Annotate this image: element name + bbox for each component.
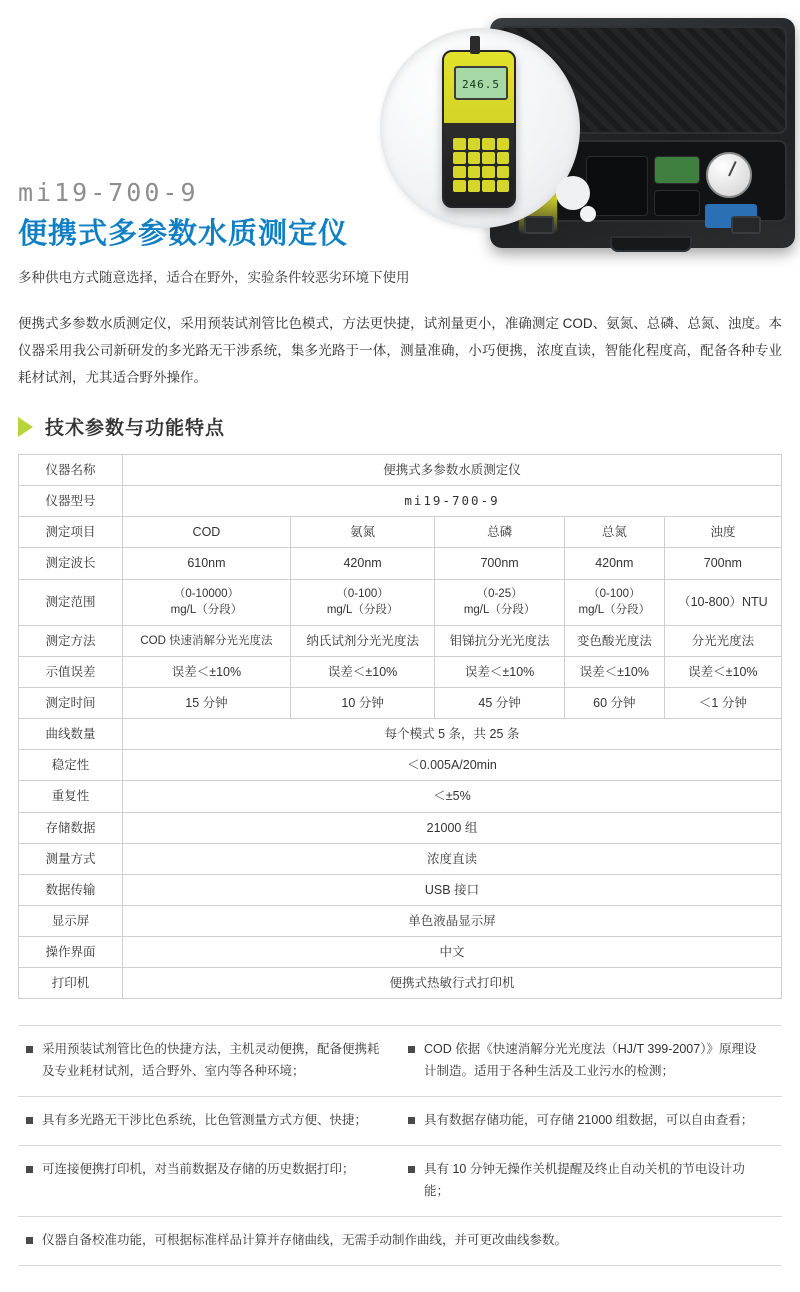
triangle-marker-icon xyxy=(18,417,33,437)
spec-row-value: 21000 组 xyxy=(123,812,782,843)
spec-cell: 总氮 xyxy=(564,517,664,548)
spec-cell: 误差＜±10% xyxy=(564,656,664,687)
bullet-square-icon xyxy=(408,1117,415,1124)
spec-cell: 误差＜±10% xyxy=(290,656,434,687)
foam-slot-b xyxy=(654,156,700,184)
feature-text: 具有多光路无干涉比色系统，比色管测量方式方便、快捷； xyxy=(42,1113,368,1128)
table-row xyxy=(19,812,782,843)
spec-cell: 700nm xyxy=(664,548,781,579)
table-row xyxy=(19,937,782,968)
spec-row-value: ＜±5% xyxy=(123,781,782,812)
table-row xyxy=(19,688,782,719)
spec-cell: 浊度 xyxy=(664,517,781,548)
feature-cell xyxy=(18,1146,400,1216)
spec-cell: 总磷 xyxy=(435,517,565,548)
table-row xyxy=(19,517,782,548)
spec-row-value: ＜0.005A/20min xyxy=(123,750,782,781)
handheld-device-image xyxy=(442,50,516,208)
feature-text: 仪器自备校准功能，可根据标准样品计算并存储曲线，无需手动制作曲线，并可更改曲线参数。 xyxy=(42,1232,568,1247)
spec-cell: 误差＜±10% xyxy=(664,656,781,687)
spec-row-label: 测定范围 xyxy=(19,579,123,625)
spec-row-label: 测定时间 xyxy=(19,688,123,719)
table-row xyxy=(19,905,782,936)
table-row xyxy=(19,843,782,874)
spec-cell: COD 快速消解分光光度法 xyxy=(123,625,291,656)
feature-text: 具有数据存储功能，可存储 21000 组数据，可以自由查看； xyxy=(424,1113,754,1128)
bullet-square-icon xyxy=(26,1237,33,1244)
spec-cell: 15 分钟 xyxy=(123,688,291,719)
spec-row-label: 数据传输 xyxy=(19,874,123,905)
spec-row-value: 每个模式 5 条，共 25 条 xyxy=(123,719,782,750)
feature-row xyxy=(18,1097,782,1146)
spec-row-label: 操作界面 xyxy=(19,937,123,968)
feature-text: COD 依据《快速消解分光光度法（HJ/T 399-2007）》原理设计制造。适用于各种生活及工业污水的检测； xyxy=(424,1042,757,1079)
case-latch-left xyxy=(524,216,554,234)
table-row xyxy=(19,625,782,656)
spec-row-label: 测定波长 xyxy=(19,548,123,579)
dial-gauge-icon xyxy=(706,152,752,198)
spec-cell: 10 分钟 xyxy=(290,688,434,719)
feature-cell xyxy=(400,1026,782,1096)
table-row xyxy=(19,579,782,625)
spec-row-value: 中文 xyxy=(123,937,782,968)
feature-text: 具有 10 分钟无操作关机提醒及终止自动关机的节电设计功能； xyxy=(424,1161,745,1198)
spec-row-label: 测定项目 xyxy=(19,517,123,548)
spec-cell: 60 分钟 xyxy=(564,688,664,719)
spec-row-value: 便携式热敏行式打印机 xyxy=(123,968,782,999)
spec-row-value: USB 接口 xyxy=(123,874,782,905)
foam-slot-c xyxy=(654,190,700,216)
spec-row-value: mi19-700-9 xyxy=(123,486,782,517)
spec-table xyxy=(18,454,782,999)
bullet-square-icon xyxy=(26,1166,33,1173)
spec-cell: ＜1 分钟 xyxy=(664,688,781,719)
table-row xyxy=(19,874,782,905)
bubble-tail-small xyxy=(580,206,596,222)
table-row xyxy=(19,968,782,999)
spec-cell: COD xyxy=(123,517,291,548)
features-list xyxy=(18,1025,782,1265)
bullet-square-icon xyxy=(26,1046,33,1053)
hero-banner xyxy=(0,0,800,300)
spec-cell: 45 分钟 xyxy=(435,688,565,719)
section-header xyxy=(18,413,782,440)
table-row xyxy=(19,656,782,687)
table-row xyxy=(19,486,782,517)
page-title: 便携式多参数水质测定仪 xyxy=(18,218,349,250)
table-row xyxy=(19,719,782,750)
spec-cell: 变色酸光度法 xyxy=(564,625,664,656)
spec-cell: （0-10000） mg/L（分段） xyxy=(123,579,291,625)
case-latch-right xyxy=(731,216,761,234)
device-screen: 246.5 xyxy=(454,66,508,100)
feature-cell xyxy=(18,1217,782,1265)
bullet-square-icon xyxy=(26,1117,33,1124)
spec-cell: 610nm xyxy=(123,548,291,579)
spec-row-label: 存储数据 xyxy=(19,812,123,843)
spec-cell: 420nm xyxy=(564,548,664,579)
spec-row-label: 打印机 xyxy=(19,968,123,999)
spec-cell: （0-100） mg/L（分段） xyxy=(290,579,434,625)
feature-row xyxy=(18,1026,782,1097)
feature-cell xyxy=(18,1026,400,1096)
spec-row-value: 便携式多参数水质测定仪 xyxy=(123,455,782,486)
spec-row-label: 测量方式 xyxy=(19,843,123,874)
case-handle xyxy=(610,236,692,252)
bullet-square-icon xyxy=(408,1046,415,1053)
spec-row-label: 仪器名称 xyxy=(19,455,123,486)
spec-row-value: 单色液晶显示屏 xyxy=(123,905,782,936)
spec-row-value: 浓度直读 xyxy=(123,843,782,874)
feature-cell xyxy=(18,1097,400,1145)
foam-slot-a xyxy=(586,156,648,216)
spec-cell: 氨氮 xyxy=(290,517,434,548)
feature-row xyxy=(18,1146,782,1217)
spec-cell: 误差＜±10% xyxy=(123,656,291,687)
spec-row-label: 重复性 xyxy=(19,781,123,812)
model-code: mi19-700-9 xyxy=(18,178,199,207)
bubble-tail-large xyxy=(556,176,590,210)
intro-paragraph: 便携式多参数水质测定仪，采用预装试剂管比色模式，方法更快捷，试剂量更小，准确测定 COD、氨氮、总磷、总氮、浊度。本仪器采用我公司新研发的多光路无干涉系统，集多光路于一体，测量准确，小巧便携，浓度直读，智能化程度高，配备各种专业耗材试剂，尤其适合野外操作。 xyxy=(18,316,782,385)
table-row xyxy=(19,750,782,781)
spec-row-label: 显示屏 xyxy=(19,905,123,936)
bullet-square-icon xyxy=(408,1166,415,1173)
spec-cell: 420nm xyxy=(290,548,434,579)
hero-text-block xyxy=(18,178,448,286)
feature-cell xyxy=(400,1097,782,1145)
spec-cell: 误差＜±10% xyxy=(435,656,565,687)
spec-cell: 700nm xyxy=(435,548,565,579)
feature-row-full xyxy=(18,1217,782,1266)
feature-text: 采用预装试剂管比色的快捷方法，主机灵动便携，配备便携耗及专业耗材试剂，适合野外、室内等各种环境； xyxy=(42,1042,380,1079)
feature-cell xyxy=(400,1146,782,1216)
spec-row-label: 测定方法 xyxy=(19,625,123,656)
table-row xyxy=(19,781,782,812)
spec-cell: （0-25） mg/L（分段） xyxy=(435,579,565,625)
spec-row-label: 曲线数量 xyxy=(19,719,123,750)
device-keypad xyxy=(453,138,509,192)
table-row xyxy=(19,455,782,486)
spec-cell: 分光光度法 xyxy=(664,625,781,656)
spec-row-label: 仪器型号 xyxy=(19,486,123,517)
spec-cell: （0-100） mg/L（分段） xyxy=(564,579,664,625)
spec-row-label: 示值误差 xyxy=(19,656,123,687)
spec-row-label: 稳定性 xyxy=(19,750,123,781)
table-row xyxy=(19,548,782,579)
spec-cell: 钼锑抗分光光度法 xyxy=(435,625,565,656)
section-title: 技术参数与功能特点 xyxy=(45,418,226,439)
spec-cell: （10-800）NTU xyxy=(664,579,781,625)
feature-text: 可连接便携打印机，对当前数据及存储的历史数据打印； xyxy=(42,1161,355,1176)
device-probe xyxy=(470,36,480,54)
spec-cell: 纳氏试剂分光光度法 xyxy=(290,625,434,656)
hero-subtitle: 多种供电方式随意选择，适合在野外，实验条件较恶劣环境下使用 xyxy=(18,270,410,285)
